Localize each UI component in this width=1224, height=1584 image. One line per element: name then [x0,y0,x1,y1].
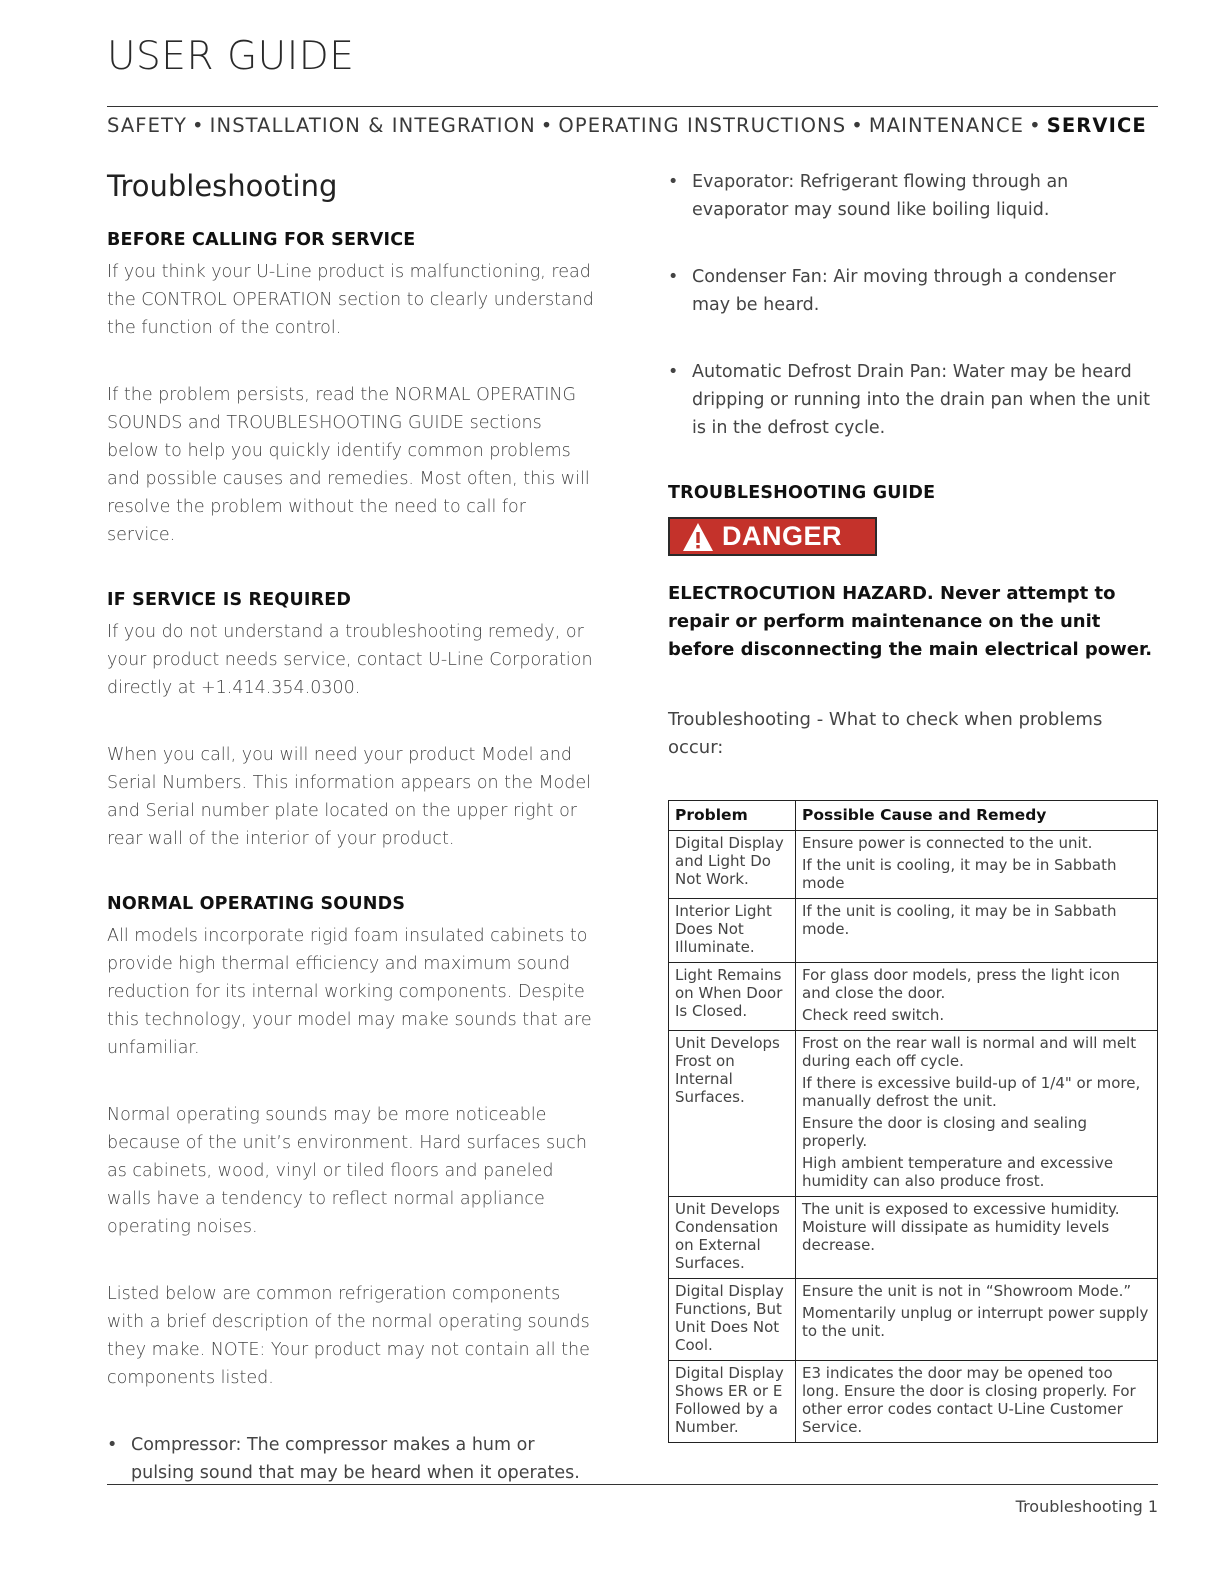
bullet-defrost-drain-pan [668,358,1158,442]
remedy-item: Frost on the rear wall is normal and will melt during each off cycle. [802,1034,1137,1070]
nav-item-installation: INSTALLATION & INTEGRATION [209,114,536,137]
remedy-item: The unit is exposed to excessive humidity. Moisture will dissipate as humidity levels decrease. [802,1200,1120,1254]
nav-item-operating: OPERATING INSTRUCTIONS [558,114,847,137]
danger-label: DANGER [722,521,843,551]
problem-cell: Digital Display Functions, But Unit Does Not Cool. [669,1279,796,1361]
remedy-item: If the unit is cooling, it may be in Sabbath mode. [802,902,1117,938]
normal-sounds-paragraph-1: All models incorporate rigid foam insulated cabinets to provide high thermal efficiency and maximum sound reduction for its internal working components. Despite this technology, your model may make sounds that are unfamiliar. [107,926,592,1058]
before-calling-paragraph-2: If the problem persists, read the NORMAL OPERATING SOUNDS and TROUBLESHOOTING GUIDE sections below to help you quickly identify common problems and possible causes and remedies. Most often, this will resolve the problem without the need to call for service. [107,385,590,545]
nav-separator: • [192,114,205,137]
table-row [669,963,1158,1031]
remedy-cell [796,1279,1158,1361]
remedy-item: For glass door models, press the light icon and close the door. [802,966,1120,1002]
remedy-item: E3 indicates the door may be opened too long. Ensure the door is closing properly. For other error codes contact U-Line Customer Service. [802,1364,1136,1436]
normal-sounds-heading: NORMAL OPERATING SOUNDS [107,894,406,914]
remedy-item: If there is excessive build-up of 1/4" or more, manually defrost the unit. [802,1074,1141,1110]
section-title: Troubleshooting [107,169,338,203]
troubleshooting-intro: Troubleshooting - What to check when problems occur: [668,709,1103,758]
nav-separator: • [1029,114,1042,137]
footer-divider [107,1484,1158,1485]
left-column [107,168,597,1526]
problem-cell: Unit Develops Frost on Internal Surfaces. [669,1031,796,1197]
remedy-item: Momentarily unplug or interrupt power supply to the unit. [802,1304,1149,1340]
remedy-item: If the unit is cooling, it may be in Sabbath mode [802,856,1117,892]
nav-separator: • [540,114,554,137]
remedy-cell [796,1031,1158,1197]
nav-item-maintenance: MAINTENANCE [868,114,1025,137]
page-footer-label: Troubleshooting 1 [1015,1497,1158,1516]
nav-item-safety: SAFETY [107,114,188,137]
header-divider [107,106,1158,107]
troubleshooting-table [668,800,1158,1443]
remedy-item: High ambient temperature and excessive humidity can also produce frost. [802,1154,1114,1190]
bullet-text: Evaporator: Refrigerant flowing through an evaporator may sound like boiling liquid. [692,172,1069,220]
danger-badge [668,517,877,556]
remedy-cell [796,1197,1158,1279]
table-row [669,831,1158,899]
before-calling-heading: BEFORE CALLING FOR SERVICE [107,230,416,250]
bullet-dot: • [668,362,679,382]
normal-sounds-paragraph-2: Normal operating sounds may be more noticeable because of the unit’s environment. Hard surfaces such as cabinets, wood, vinyl or tiled floors and paneled walls have a tendency to reflect normal appliance operating noises. [107,1105,587,1237]
bullet-dot: • [668,267,679,287]
remedy-item: Ensure power is connected to the unit. [802,834,1093,852]
bullet-condenser-fan [668,263,1158,319]
remedy-cell [796,963,1158,1031]
troubleshooting-guide-heading: TROUBLESHOOTING GUIDE [668,483,936,503]
before-calling-paragraph-1: If you think your U-Line product is malfunctioning, read the CONTROL OPERATION section to clearly understand the function of the control. [107,262,594,338]
nav-item-service-current: SERVICE [1046,114,1147,137]
remedy-cell [796,899,1158,963]
remedy-item: Ensure the door is closing and sealing properly. [802,1114,1088,1150]
column-header-remedy: Possible Cause and Remedy [796,801,1158,831]
document-title: USER GUIDE [107,34,355,79]
warning-triangle-icon [682,522,714,552]
problem-cell: Light Remains on When Door Is Closed. [669,963,796,1031]
column-header-problem: Problem [669,801,796,831]
remedy-cell [796,831,1158,899]
table-row [669,1361,1158,1443]
nav-separator: • [851,114,864,137]
table-row [669,1031,1158,1197]
table-row [669,1279,1158,1361]
table-row [669,899,1158,963]
problem-cell: Digital Display and Light Do Not Work. [669,831,796,899]
bullet-evaporator [668,168,1158,224]
normal-sounds-paragraph-3: Listed below are common refrigeration components with a brief description of the normal operating sounds they make. NOTE: Your product may not contain all the components listed. [107,1284,590,1388]
problem-cell: Interior Light Does Not Illuminate. [669,899,796,963]
bullet-text: Condenser Fan: Air moving through a condenser may be heard. [692,267,1116,315]
electrocution-hazard-warning: ELECTROCUTION HAZARD. Never attempt to repair or perform maintenance on the unit before disconnecting the main electrical power. [668,583,1153,660]
bullet-dot: • [668,172,679,192]
service-required-paragraph-2: When you call, you will need your product Model and Serial Numbers. This information appears on the Model and Serial number plate located on the upper right or rear wall of the interior of your product. [107,745,592,849]
service-required-heading: IF SERVICE IS REQUIRED [107,590,352,610]
section-navigation [107,114,1159,137]
table-header-row [669,801,1158,831]
table-row [669,1197,1158,1279]
bullet-text: Automatic Defrost Drain Pan: Water may be heard dripping or running into the drain pan when the unit is in the defrost cycle. [692,362,1150,438]
remedy-cell [796,1361,1158,1443]
bullet-compressor [107,1431,597,1487]
problem-cell: Unit Develops Condensation on External Surfaces. [669,1197,796,1279]
right-column [668,168,1158,1443]
remedy-item: Check reed switch. [802,1006,945,1024]
remedy-item: Ensure the unit is not in “Showroom Mode.” [802,1282,1132,1300]
bullet-dot: • [107,1435,118,1455]
bullet-text: Compressor: The compressor makes a hum or pulsing sound that may be heard when it operates. [131,1435,580,1483]
service-required-paragraph-1: If you do not understand a troubleshooting remedy, or your product needs service, contact U-Line Corporation directly at +1.414.354.0300. [107,622,593,698]
problem-cell: Digital Display Shows ER or E Followed by a Number. [669,1361,796,1443]
